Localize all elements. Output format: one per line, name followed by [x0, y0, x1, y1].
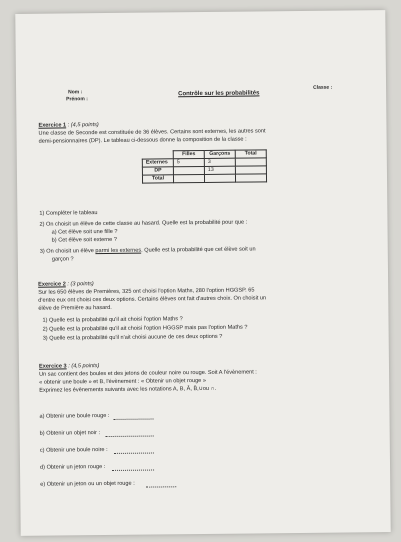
ex2-q3: 3) Quelle est la probabilité qu'il n'ait choisi aucune de ces deux options ? — [42, 333, 223, 342]
ex3-intro-line2: « obtenir une boule » et B, l'évènement : « Obtenir un objet rouge » — [39, 377, 206, 386]
ex2-title: Exercice 2 — [38, 281, 66, 288]
ex3-item-d: d) Obtenir un jeton rouge : — [39, 464, 106, 471]
ex1-points: : (4,5 points) — [66, 122, 99, 129]
ex3-item-c: c) Obtenir une boule noire : — [39, 447, 108, 454]
ex1-q3 — [40, 246, 256, 255]
ex1-q2: 2) On choisit un élève de cette classe au hasard. Quelle est la probabilité pour que : — [39, 219, 248, 228]
answer-line[interactable] — [106, 436, 154, 438]
prenom-label: Prénom : — [66, 96, 88, 103]
ex3-item-a: a) Obtenir une boule rouge : — [39, 412, 110, 420]
exam-sheet — [15, 10, 390, 536]
table-row-label: Externes — [142, 159, 173, 167]
classe-label: Classe : — [313, 84, 333, 91]
ex1-title: Exercice 1 — [38, 122, 67, 129]
ex3-points: : (4,5 points) — [66, 363, 100, 370]
ex2-intro-line3: élève de Première au hasard. — [38, 304, 112, 312]
ex1-q3-emphasis: parmi les externes — [95, 247, 142, 255]
ex3-intro-line3: Exprimez les évènements suivants avec les notations A, B, Ā, B̄,∪ou ∩. — [39, 385, 217, 394]
table-row-label: Total — [142, 175, 173, 183]
ex1-heading — [38, 122, 98, 130]
table-cell: 13 — [204, 166, 235, 174]
nom-label: Nom : — [68, 89, 83, 96]
ex1-q2a: a) Cet élève soit une fille ? — [51, 228, 118, 236]
ex3-item-e: e) Obtenir un jeton ou un objet rouge : — [40, 480, 135, 488]
ex3-item-b: b) Obtenir un objet noir : — [39, 430, 101, 437]
ex2-intro-line1: Sur les 650 élèves de Premières, 325 ont choisi l'option Maths, 280 l'option HGGSP. 65 — [38, 287, 255, 296]
table-cell — [204, 174, 235, 182]
answer-line[interactable] — [146, 486, 176, 487]
table-row-label: DP — [142, 167, 173, 175]
ex1-q2b: b) Cet élève soit externe ? — [51, 236, 117, 244]
answer-line[interactable] — [114, 453, 154, 454]
answer-line[interactable] — [112, 470, 154, 471]
page-title: Contrôle sur les probabilités — [178, 90, 260, 98]
ex2-points: : (3 points) — [65, 281, 94, 288]
ex3-title: Exercice 3 — [38, 363, 67, 370]
ex1-q3-start: 3) On choisit un élève — [39, 248, 96, 255]
table-header-cell: Garçons — [204, 150, 235, 158]
ex1-q3-line2: garçon ? — [51, 256, 74, 263]
ex2-q1: 1) Quelle est la probabilité qu'il ait choisi l'option Maths ? — [42, 316, 183, 324]
ex2-q2: 2) Quelle est la probabilité qu'il ait choisi l'option HGGSP mais pas l'option Maths ? — [42, 324, 248, 333]
ex3-intro-line1: Un sac contient des boules et des jetons de couleur noire ou rouge. Soit A l'évènement : — [39, 369, 257, 378]
table-header-cell: Total — [235, 150, 266, 158]
table-row — [142, 174, 266, 183]
ex1-intro-line2: demi-pensionnaires (DP). Le tableau ci-dessous donne la composition de la classe : — [38, 136, 247, 145]
ex3-heading — [39, 363, 99, 371]
table-cell — [235, 174, 266, 182]
answer-line[interactable] — [114, 419, 154, 420]
table-cell: 3 — [204, 158, 235, 166]
ex2-intro-line2: d'entre eux ont choisi ces deux options. Certains élèves ont fait d'autres choix. On choisit un — [38, 295, 267, 304]
ex1-q1: 1) Compléter le tableau — [39, 210, 98, 217]
ex1-intro-line1: Une classe de Seconde est constituée de 36 élèves. Certains sont externes, les autres sont — [38, 128, 266, 137]
table-cell — [173, 174, 204, 182]
table-cell: 5 — [173, 158, 204, 166]
table-header-cell: Filles — [173, 150, 204, 158]
ex2-heading — [38, 281, 94, 289]
ex1-q3-end: . Quelle est la probabilité que cet élève soit un — [141, 246, 256, 254]
composition-table — [142, 149, 267, 183]
